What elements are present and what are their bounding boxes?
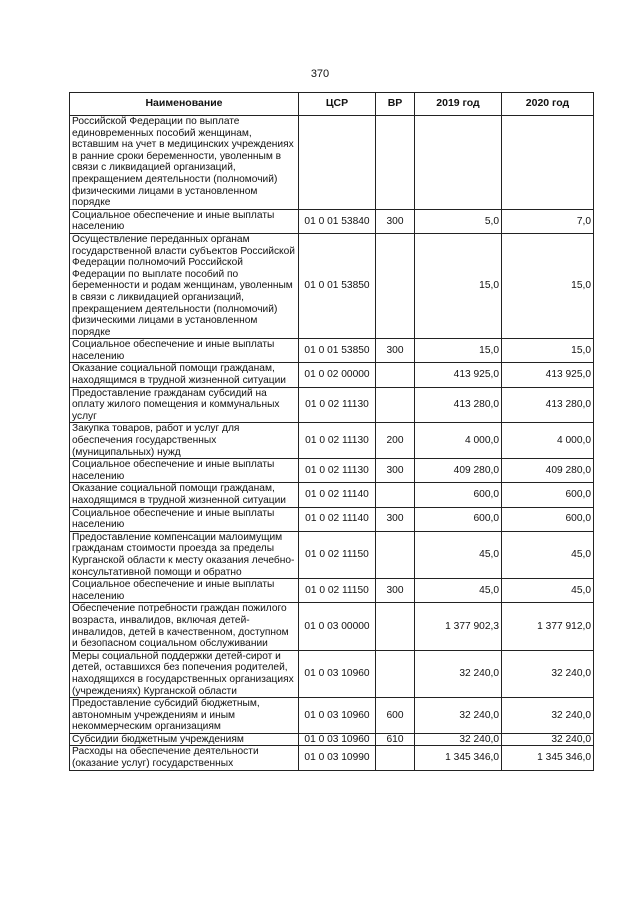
- cell-2019: 600,0: [415, 483, 502, 507]
- page-number: 370: [310, 68, 330, 80]
- table-row: [70, 116, 594, 210]
- cell-vr: [376, 531, 415, 578]
- header-2019: 2019 год: [415, 93, 502, 116]
- cell-2020: 409 280,0: [502, 459, 594, 483]
- table-row: [70, 698, 594, 734]
- cell-csr: 01 0 01 53850: [299, 233, 376, 338]
- cell-csr: 01 0 03 00000: [299, 603, 376, 650]
- cell-2020: 45,0: [502, 531, 594, 578]
- table-row: [70, 650, 594, 697]
- cell-2020: 7,0: [502, 209, 594, 233]
- cell-vr: 300: [376, 507, 415, 531]
- header-vr: ВР: [376, 93, 415, 116]
- cell-2019: 413 925,0: [415, 363, 502, 387]
- cell-name: Социальное обеспечение и иные выплаты населению: [70, 459, 299, 483]
- table-row: [70, 579, 594, 603]
- cell-2019: 413 280,0: [415, 387, 502, 423]
- cell-2020: 413 280,0: [502, 387, 594, 423]
- cell-vr: 300: [376, 459, 415, 483]
- cell-vr: [376, 650, 415, 697]
- table-row: [70, 531, 594, 578]
- table-row: [70, 459, 594, 483]
- cell-csr: 01 0 02 11150: [299, 579, 376, 603]
- cell-name: Осуществление переданных органам государственной власти субъектов Российской Федерации полномочий Российской Федерации по выплате пособий по беременности и родам женщинам, уволенным в связи с ликвидацией организаций, прекращением деятельности (полномочий) физическими лицами в установленном порядке: [70, 233, 299, 338]
- budget-table: [69, 92, 594, 771]
- cell-2020: 32 240,0: [502, 733, 594, 746]
- cell-csr: 01 0 03 10960: [299, 733, 376, 746]
- cell-vr: [376, 603, 415, 650]
- cell-2019: 15,0: [415, 339, 502, 363]
- cell-csr: 01 0 02 11130: [299, 459, 376, 483]
- cell-name: Оказание социальной помощи гражданам, находящимся в трудной жизненной ситуации: [70, 363, 299, 387]
- cell-2020: 413 925,0: [502, 363, 594, 387]
- cell-csr: 01 0 02 11140: [299, 483, 376, 507]
- cell-2020: 1 345 346,0: [502, 746, 594, 770]
- table-row: [70, 233, 594, 338]
- cell-2019: 45,0: [415, 579, 502, 603]
- cell-vr: 300: [376, 579, 415, 603]
- cell-csr: 01 0 02 11130: [299, 387, 376, 423]
- table-row: [70, 507, 594, 531]
- cell-vr: [376, 233, 415, 338]
- cell-vr: [376, 387, 415, 423]
- cell-2019: 4 000,0: [415, 423, 502, 459]
- cell-2019: 1 345 346,0: [415, 746, 502, 770]
- cell-name: Российской Федерации по выплате единовременных пособий женщинам, вставшим на учет в медицинских учреждениях в ранние сроки беременности, уволенным в связи с ликвидацией организаций, прекращением деятельности (полномочий) физическими лицами в установленном порядке: [70, 116, 299, 210]
- cell-name: Социальное обеспечение и иные выплаты населению: [70, 579, 299, 603]
- cell-name: Субсидии бюджетным учреждениям: [70, 733, 299, 746]
- header-2020: 2020 год: [502, 93, 594, 116]
- cell-csr: 01 0 02 11150: [299, 531, 376, 578]
- cell-2019: 1 377 902,3: [415, 603, 502, 650]
- table-header-row: [70, 93, 594, 116]
- cell-2019: 32 240,0: [415, 650, 502, 697]
- cell-name: Меры социальной поддержки детей-сирот и детей, оставшихся без попечения родителей, находящихся в государственных организациях (учреждениях) Курганской области: [70, 650, 299, 697]
- cell-csr: 01 0 03 10960: [299, 650, 376, 697]
- table-row: [70, 483, 594, 507]
- table-row: [70, 339, 594, 363]
- cell-name: Обеспечение потребности граждан пожилого возраста, инвалидов, включая детей-инвалидов, детей в качественном, доступном и безопасном социальном обслуживании: [70, 603, 299, 650]
- cell-2020: 15,0: [502, 233, 594, 338]
- cell-vr: 300: [376, 339, 415, 363]
- cell-2020: [502, 116, 594, 210]
- cell-2020: 32 240,0: [502, 698, 594, 734]
- cell-2019: 32 240,0: [415, 733, 502, 746]
- cell-vr: [376, 363, 415, 387]
- cell-2020: 15,0: [502, 339, 594, 363]
- cell-name: Расходы на обеспечение деятельности (оказание услуг) государственных: [70, 746, 299, 770]
- cell-2020: 45,0: [502, 579, 594, 603]
- cell-2019: 32 240,0: [415, 698, 502, 734]
- table-row: [70, 746, 594, 770]
- cell-vr: [376, 116, 415, 210]
- cell-2020: 4 000,0: [502, 423, 594, 459]
- cell-name: Предоставление гражданам субсидий на оплату жилого помещения и коммунальных услуг: [70, 387, 299, 423]
- cell-vr: [376, 746, 415, 770]
- cell-csr: 01 0 02 00000: [299, 363, 376, 387]
- cell-name: Социальное обеспечение и иные выплаты населению: [70, 209, 299, 233]
- table-row: [70, 209, 594, 233]
- cell-csr: 01 0 03 10960: [299, 698, 376, 734]
- cell-name: Социальное обеспечение и иные выплаты населению: [70, 339, 299, 363]
- table-body: [70, 116, 594, 771]
- cell-2020: 32 240,0: [502, 650, 594, 697]
- cell-name: Предоставление субсидий бюджетным, автономным учреждениям и иным некоммерческим организациям: [70, 698, 299, 734]
- cell-2020: 600,0: [502, 507, 594, 531]
- cell-csr: 01 0 02 11140: [299, 507, 376, 531]
- cell-vr: 300: [376, 209, 415, 233]
- cell-2019: [415, 116, 502, 210]
- table-row: [70, 363, 594, 387]
- cell-vr: [376, 483, 415, 507]
- cell-csr: [299, 116, 376, 210]
- cell-vr: 610: [376, 733, 415, 746]
- table-row: [70, 603, 594, 650]
- cell-csr: 01 0 01 53840: [299, 209, 376, 233]
- table-row: [70, 423, 594, 459]
- header-name: Наименование: [70, 93, 299, 116]
- cell-2020: 1 377 912,0: [502, 603, 594, 650]
- cell-name: Предоставление компенсации малоимущим гражданам стоимости проезда за пределы Курганской области к месту оказания лечебно-консультативной помощи и обратно: [70, 531, 299, 578]
- cell-2019: 600,0: [415, 507, 502, 531]
- header-csr: ЦСР: [299, 93, 376, 116]
- cell-2019: 15,0: [415, 233, 502, 338]
- cell-2019: 409 280,0: [415, 459, 502, 483]
- cell-csr: 01 0 03 10990: [299, 746, 376, 770]
- cell-name: Социальное обеспечение и иные выплаты населению: [70, 507, 299, 531]
- cell-vr: 200: [376, 423, 415, 459]
- cell-2019: 5,0: [415, 209, 502, 233]
- table-row: [70, 387, 594, 423]
- cell-csr: 01 0 01 53850: [299, 339, 376, 363]
- cell-2019: 45,0: [415, 531, 502, 578]
- table-row: [70, 733, 594, 746]
- cell-name: Закупка товаров, работ и услуг для обеспечения государственных (муниципальных) нужд: [70, 423, 299, 459]
- cell-2020: 600,0: [502, 483, 594, 507]
- cell-vr: 600: [376, 698, 415, 734]
- cell-name: Оказание социальной помощи гражданам, находящимся в трудной жизненной ситуации: [70, 483, 299, 507]
- cell-csr: 01 0 02 11130: [299, 423, 376, 459]
